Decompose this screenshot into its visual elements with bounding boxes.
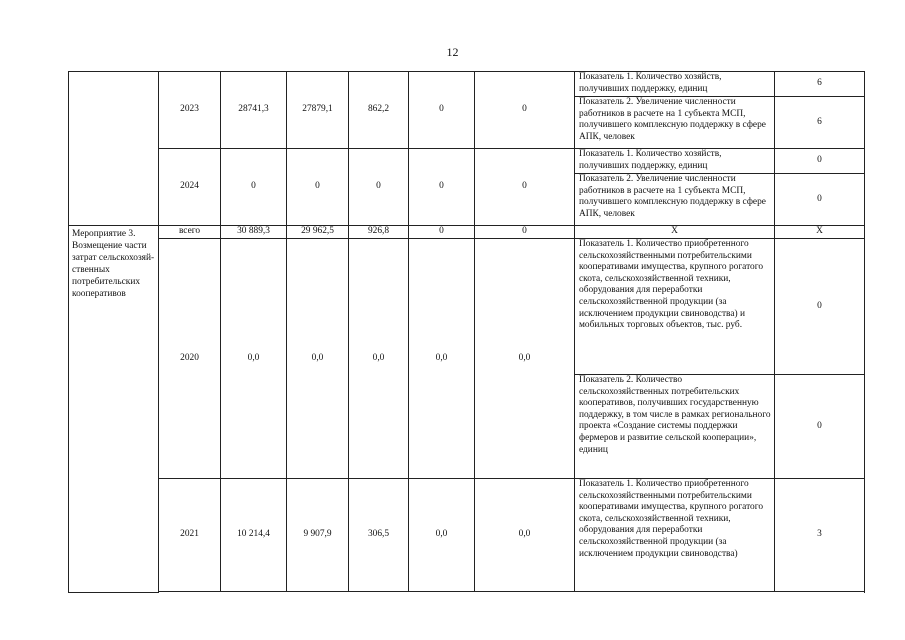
indicator-text: Показатель 2. Увеличение численности работников в расчете на 1 субъекта МСП, получившего комплексную поддержку в сфере АПК, человек — [575, 174, 775, 226]
total-value: 30 889,3 — [221, 226, 287, 239]
value-regional: 862,2 — [349, 72, 409, 149]
measure-name: Мероприятие 3. Возмещение части затрат сельскохозяй-ственных потребительских кооперативов — [69, 226, 159, 593]
value-regional: 306,5 — [349, 479, 409, 592]
indicator-value-x: Х — [775, 226, 865, 239]
indicator-value: 0 — [775, 174, 865, 226]
value-federal: 0,0 — [287, 239, 349, 479]
indicator-value: 0 — [775, 375, 865, 479]
indicator-value: 0 — [775, 239, 865, 375]
value-federal: 0 — [287, 149, 349, 226]
page-number: 12 — [446, 45, 459, 59]
indicator-text: Показатель 1. Количество приобретенного сельскохозяйственными потребительскими кооперативами имущества, крупного рогатого скота, сельскохозяйственной техники, оборудования для переработки сельскохозяйственной продукции (за исключением продукции свиноводства) — [575, 479, 775, 592]
value-local: 0,0 — [409, 239, 475, 479]
total-other: 0 — [475, 226, 575, 239]
value-other: 0,0 — [475, 479, 575, 592]
value-local: 0 — [409, 72, 475, 149]
value-total: 10 214,4 — [221, 479, 287, 592]
indicator-value: 6 — [775, 72, 865, 97]
year-cell: 2021 — [159, 479, 221, 592]
indicator-text: Показатель 1. Количество хозяйств, получивших поддержку, единиц — [575, 149, 775, 174]
year-cell: 2023 — [159, 72, 221, 149]
total-label: всего — [159, 226, 221, 239]
value-federal: 27879,1 — [287, 72, 349, 149]
indicator-text: Показатель 2. Количество сельскохозяйственных потребительских кооперативов, получивших государственную поддержку, в том числе в рамках регионального проекта «Создание системы поддержки фермеров и развитие сельской кооперации», единиц — [575, 375, 775, 479]
program-table — [68, 71, 865, 593]
total-regional: 926,8 — [349, 226, 409, 239]
value-total: 28741,3 — [221, 72, 287, 149]
value-other: 0 — [475, 149, 575, 226]
value-other: 0 — [475, 72, 575, 149]
value-federal: 9 907,9 — [287, 479, 349, 592]
value-regional: 0,0 — [349, 239, 409, 479]
indicator-text: Показатель 2. Увеличение численности работников в расчете на 1 субъекта МСП, получившего комплексную поддержку в сфере АПК, человек — [575, 97, 775, 149]
total-local: 0 — [409, 226, 475, 239]
total-federal: 29 962,5 — [287, 226, 349, 239]
value-local: 0,0 — [409, 479, 475, 592]
table-continuation — [159, 592, 865, 593]
indicator-value: 3 — [775, 479, 865, 592]
value-total: 0 — [221, 149, 287, 226]
measure-cell-empty — [69, 72, 159, 226]
year-cell: 2024 — [159, 149, 221, 226]
indicator-value: 6 — [775, 97, 865, 149]
indicator-text: Показатель 1. Количество хозяйств, получивших поддержку, единиц — [575, 72, 775, 97]
value-local: 0 — [409, 149, 475, 226]
value-regional: 0 — [349, 149, 409, 226]
indicator-x: Х — [575, 226, 775, 239]
value-other: 0,0 — [475, 239, 575, 479]
year-cell: 2020 — [159, 239, 221, 479]
indicator-value: 0 — [775, 149, 865, 174]
indicator-text: Показатель 1. Количество приобретенного сельскохозяйственными потребительскими кооперативами имущества, крупного рогатого скота, сельскохозяйственной техники, оборудования для переработки сельскохозяйственной продукции (за исключением продукции свиноводства) и мобильных торговых объектов, тыс. руб. — [575, 239, 775, 375]
value-total: 0,0 — [221, 239, 287, 479]
